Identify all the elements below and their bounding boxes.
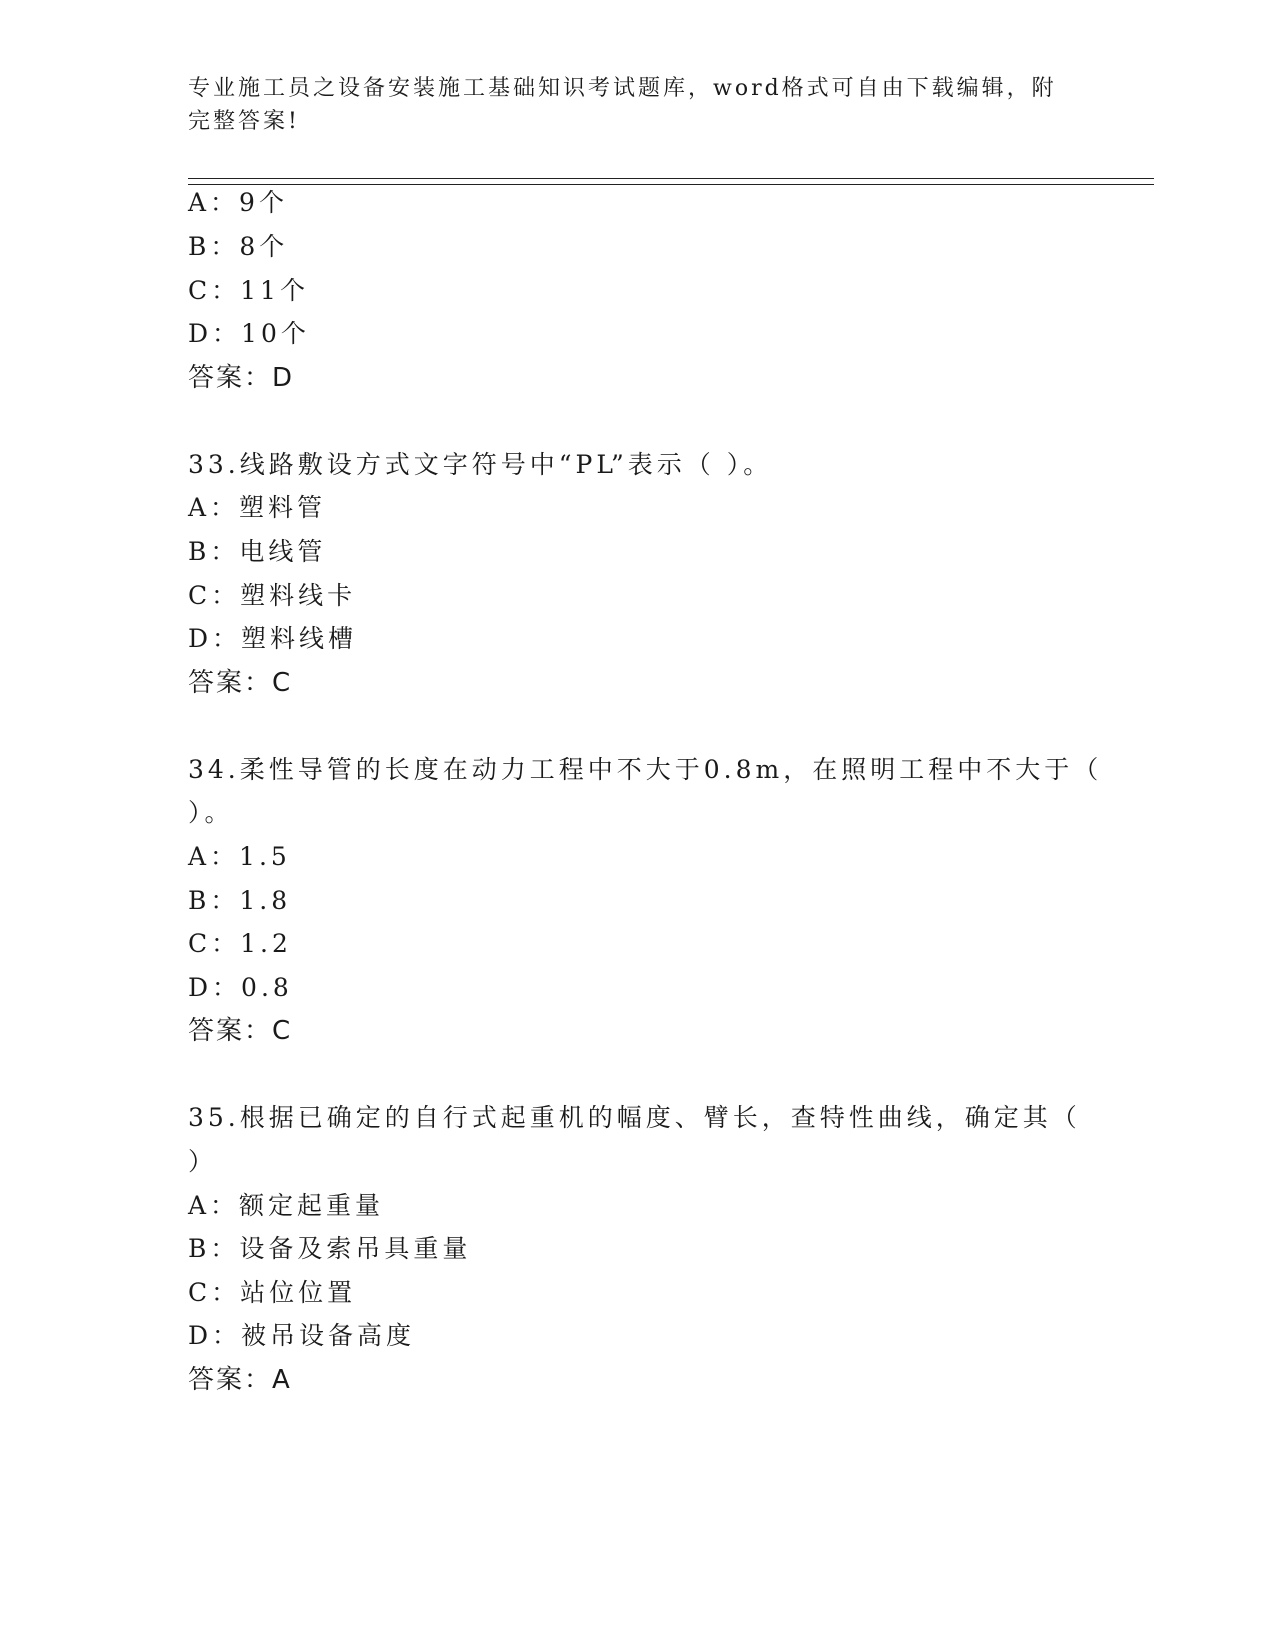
q32-answer: 答案：D — [188, 363, 295, 393]
q34-option-d: D：0.8 — [188, 973, 293, 1002]
q35-stem-continued: ） — [188, 1147, 218, 1176]
document-header: 专业施工员之设备安装施工基础知识考试题库，word格式可自由下载编辑，附完整答案! — [188, 76, 1057, 134]
q32-option-c: C：11个 — [188, 276, 309, 305]
q34-stem-continued: ）。 — [188, 798, 234, 827]
q33-option-b: B：电线管 — [188, 537, 327, 566]
q32-option-b: B：8个 — [188, 232, 289, 261]
q33-stem: 33.线路敷设方式文字符号中“PL”表示（ ）。 — [188, 450, 773, 479]
q34-answer: 答案：C — [188, 1016, 293, 1046]
q33-answer: 答案：C — [188, 668, 293, 698]
q35-option-c: C：站位位置 — [188, 1278, 357, 1307]
q33-option-c: C：塑料线卡 — [188, 581, 357, 610]
q35-stem: 35.根据已确定的自行式起重机的幅度、臂长，查特性曲线，确定其（ — [188, 1103, 1081, 1132]
q34-stem: 34.柔性导管的长度在动力工程中不大于0.8m，在照明工程中不大于（ — [188, 755, 1103, 784]
q35-answer: 答案：A — [188, 1365, 292, 1395]
document-page — [188, 0, 1148, 1650]
q32-option-d: D：10个 — [188, 319, 310, 348]
q34-option-a: A：1.5 — [188, 842, 291, 871]
q32-option-a: A：9个 — [188, 188, 288, 217]
q34-option-c: C：1.2 — [188, 929, 292, 958]
q33-option-d: D：塑料线槽 — [188, 624, 358, 653]
q35-option-a: A：额定起重量 — [188, 1191, 385, 1220]
q33-option-a: A：塑料管 — [188, 493, 327, 522]
q35-option-d: D：被吊设备高度 — [188, 1321, 416, 1350]
header-double-rule — [188, 178, 1154, 185]
q35-option-b: B：设备及索吊具重量 — [188, 1234, 472, 1263]
q34-option-b: B：1.8 — [188, 886, 292, 915]
